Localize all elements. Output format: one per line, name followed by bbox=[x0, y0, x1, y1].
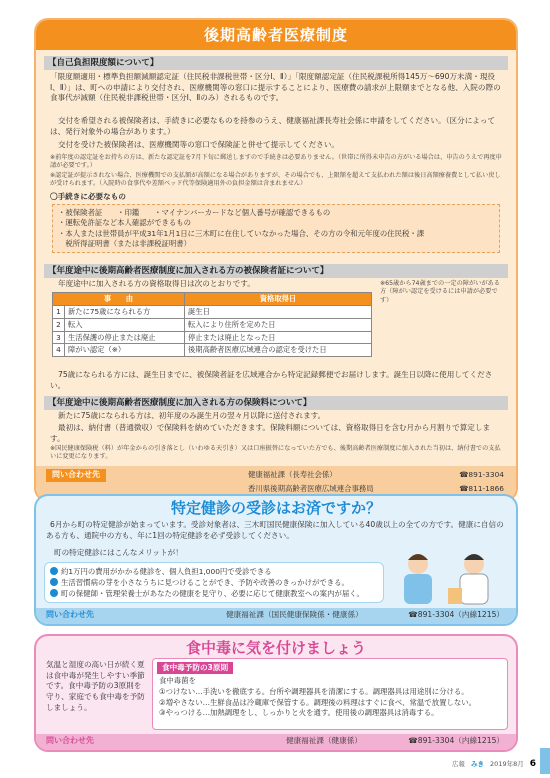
table-cell: 生活保護の停止または廃止 bbox=[65, 331, 185, 344]
paragraph: 75歳になられる方には、誕生日までに、被保険者証を広域連合から特定記録郵便でお届けします。誕生日以降に使用してください。 bbox=[50, 370, 493, 390]
section-elderly-medical bbox=[34, 18, 518, 502]
section-food-poisoning bbox=[34, 634, 518, 752]
contact-phone: ☎891-3304（内線1215） bbox=[408, 610, 504, 619]
note: ※認定証が提示されない場合、医療機関での支払額が高額になる場合がありますが、その場合でも、上限額を超えて支払われた額は後日高額療養費として払い戻しが受けられます。（入院時の食事代や差額ベッド代等保険適用外の負担金額は含まれません） bbox=[50, 172, 501, 188]
table-row bbox=[53, 305, 372, 318]
merit-item bbox=[50, 588, 378, 599]
contact-org: 健康福祉課（健康係） bbox=[286, 736, 362, 745]
paragraph: 新たに75歳になられる方は、初年度のみ誕生月の翌々月以降に送付されます。 bbox=[58, 411, 326, 420]
table-header: 事 由 bbox=[53, 293, 185, 306]
note: ※国民健康保険税（料）が年金からの引き落とし（いわゆる天引き）又は口座振替になっていた方でも、後期高齢者医療制度に加入された当初は、納付書での支払いに変更になります。 bbox=[50, 445, 501, 461]
prevention-box bbox=[152, 658, 508, 730]
table-cell: 4 bbox=[53, 344, 65, 357]
paragraph: 交付を希望される被保険者は、手続きに必要なものを持参のうえ、健康福祉課長寿社会係に申請をしてください。（区分によっては、発行対象外の場合があります。） bbox=[50, 116, 496, 136]
paragraph: 年度途中に加入される方の資格取得日は次のとおりです。 bbox=[58, 279, 255, 288]
contact-phone: ☎811-1866 bbox=[459, 484, 504, 493]
table-row bbox=[53, 318, 372, 331]
paragraph: 気温と湿度の高い日が続く夏は食中毒が発生しやすい季節です。食中毒予防の3原則を守り、家庭でも食中毒を予防しましょう。 bbox=[46, 660, 145, 712]
contact-org: 香川県後期高齢者医療広域連合事務局 bbox=[248, 484, 374, 493]
required-item: ・本人または世帯員が平成31年1月1日に三木町に在住していなかった場合、その方の令和元年度の住民税・課 bbox=[58, 228, 425, 238]
merit-item bbox=[50, 566, 378, 577]
contact-label: 問い合わせ先 bbox=[46, 736, 94, 745]
section-title: 特定健診の受診はお済ですか？ bbox=[170, 499, 381, 517]
required-item: 税所得証明書（または非課税証明書） bbox=[58, 239, 192, 249]
table-header: 資格取得日 bbox=[185, 293, 372, 306]
prevention-intro: 食中毒菌を bbox=[159, 676, 196, 686]
merit-text: 生活習慣病の芽を小さなうちに見つけることができ、予防や改善のきっかけができる。 bbox=[61, 578, 349, 588]
publication-name: 広報 bbox=[452, 759, 466, 768]
issue-date: 2019年8月 bbox=[490, 759, 524, 768]
page-footer bbox=[452, 758, 536, 770]
paragraph: 交付を受けた被保険者は、医療機関等の窓口で保険証と併せて提示してください。 bbox=[58, 140, 339, 149]
eligibility-table bbox=[52, 292, 372, 357]
prevention-rule: ①つけない…手洗いを徹底する。台所や調理器具を清潔にする。調理器具は用途別に分ける。 bbox=[159, 686, 469, 696]
table-cell: 新たに75歳になられる方 bbox=[65, 305, 185, 318]
subheading-insurance-card: 【年度途中に後期高齢者医療制度に加入される方の被保険者証について】 bbox=[44, 264, 508, 278]
section-title: 食中毒に気を付けましょう bbox=[185, 639, 366, 657]
table-row bbox=[53, 344, 372, 357]
prevention-rule: ②増やさない…生鮮食品は冷蔵庫で保管する。調理後の料理はすぐに食べ、常温で放置しない。 bbox=[159, 697, 477, 707]
section-health-checkup bbox=[34, 494, 518, 626]
publication-logo: みき bbox=[471, 759, 485, 768]
contact-org: 健康福祉課（長寿社会係） bbox=[248, 470, 337, 479]
table-row bbox=[53, 331, 372, 344]
check-icon bbox=[50, 578, 58, 586]
side-note: ※65歳から74歳までの一定の障がいがある方（障がい認定を受けるには申請が必要です） bbox=[380, 280, 500, 304]
required-items-box bbox=[52, 204, 500, 253]
table-cell: 停止または廃止となった日 bbox=[185, 331, 372, 344]
merit-text: 約1万円の費用がかかる健診を、個人負担1,000円で受診できる bbox=[61, 567, 272, 576]
table-cell: 障がい認定（※） bbox=[65, 344, 185, 357]
table-cell: 誕生日 bbox=[185, 305, 372, 318]
paragraph: 最初は、納付書（普通徴収）で保険料を納めていただきます。保険料額については、資格取得日を含む月から月割りで算定します。 bbox=[50, 423, 491, 443]
merit-list bbox=[44, 562, 384, 603]
paragraph: 町の特定健診にはこんなメリットが！ bbox=[54, 548, 183, 557]
section-title: 後期高齢者医療制度 bbox=[203, 25, 348, 44]
prevention-rule: ③やっつける…加熱調理をし、しっかりと火を通す。使用後の調理器具は消毒する。 bbox=[159, 708, 439, 718]
page-edge-tab bbox=[540, 748, 550, 774]
page-number: 6 bbox=[529, 759, 536, 769]
subheading-premium: 【年度途中に後期高齢者医療制度に加入される方の保険料について】 bbox=[44, 396, 508, 410]
section-title-bar bbox=[36, 20, 516, 50]
paragraph: 「限度額適用・標準負担額減額認定証（住民税非課税世帯・区分Ⅰ、Ⅱ）」「限度額認定証（住民税課税所得145万〜690万未満・現役Ⅰ、Ⅱ）」は、町への申請により交付され、医療機関等の窓口に提示することにより、医療費の請求が上限額までとなる他、入院の際の食事代が減額（住民税非課税世帯・区分Ⅰ、Ⅱのみ）されるものです。 bbox=[50, 72, 501, 103]
table-cell: 転入により住所を定めた日 bbox=[185, 318, 372, 331]
table-cell: 3 bbox=[53, 331, 65, 344]
check-icon bbox=[50, 589, 58, 597]
prevention-heading: 食中毒予防の3原則 bbox=[157, 662, 233, 674]
contact-bar bbox=[36, 608, 516, 624]
subheading-copay-limit: 【自己負担限度額について】 bbox=[44, 56, 508, 70]
contact-phone: ☎891-3304 bbox=[459, 470, 504, 479]
note: ※前年度の認定証をお持ちの方は、新たな認定証を7月下旬に郵送しますので手続きは必要ありません。（世帯に所得未申告の方がいる場合は、申告のうえで再度申請が必要です。） bbox=[50, 154, 502, 170]
contact-label: 問い合わせ先 bbox=[46, 469, 106, 482]
table-header-row bbox=[53, 293, 372, 306]
table-cell: 1 bbox=[53, 305, 65, 318]
table-cell: 転入 bbox=[65, 318, 185, 331]
check-icon bbox=[50, 567, 58, 575]
merit-text: 町の保健師・管理栄養士があなたの健康を見守り、必要に応じて健康教室への案内が届く。 bbox=[61, 589, 364, 599]
merit-item bbox=[50, 577, 378, 588]
required-items-heading: 〇手続きに必要なもの bbox=[50, 192, 126, 201]
contact-bar bbox=[36, 734, 516, 750]
doctor-patient-illustration bbox=[388, 548, 508, 606]
table-cell: 2 bbox=[53, 318, 65, 331]
required-item: ・運転免許証など本人確認ができるもの bbox=[58, 218, 192, 228]
paragraph: 6月から町の特定健診が始まっています。受診対象者は、三木町国民健康保険に加入している40歳以上の全ての方です。健康に自信のある方も、通院中の方も、年に1回の特定健診を必ず受診してください。 bbox=[46, 520, 504, 540]
required-item: ・被保険者証 ・印鑑 ・マイナンバーカードなど個人番号が確認できるもの bbox=[58, 208, 331, 217]
contact-label: 問い合わせ先 bbox=[46, 610, 94, 619]
contact-phone: ☎891-3304（内線1215） bbox=[408, 736, 504, 745]
contact-org: 健康福祉課（国民健康保険係・健康係） bbox=[226, 610, 363, 619]
table-cell: 後期高齢者医療広域連合の認定を受けた日 bbox=[185, 344, 372, 357]
prevention-list bbox=[153, 674, 507, 721]
